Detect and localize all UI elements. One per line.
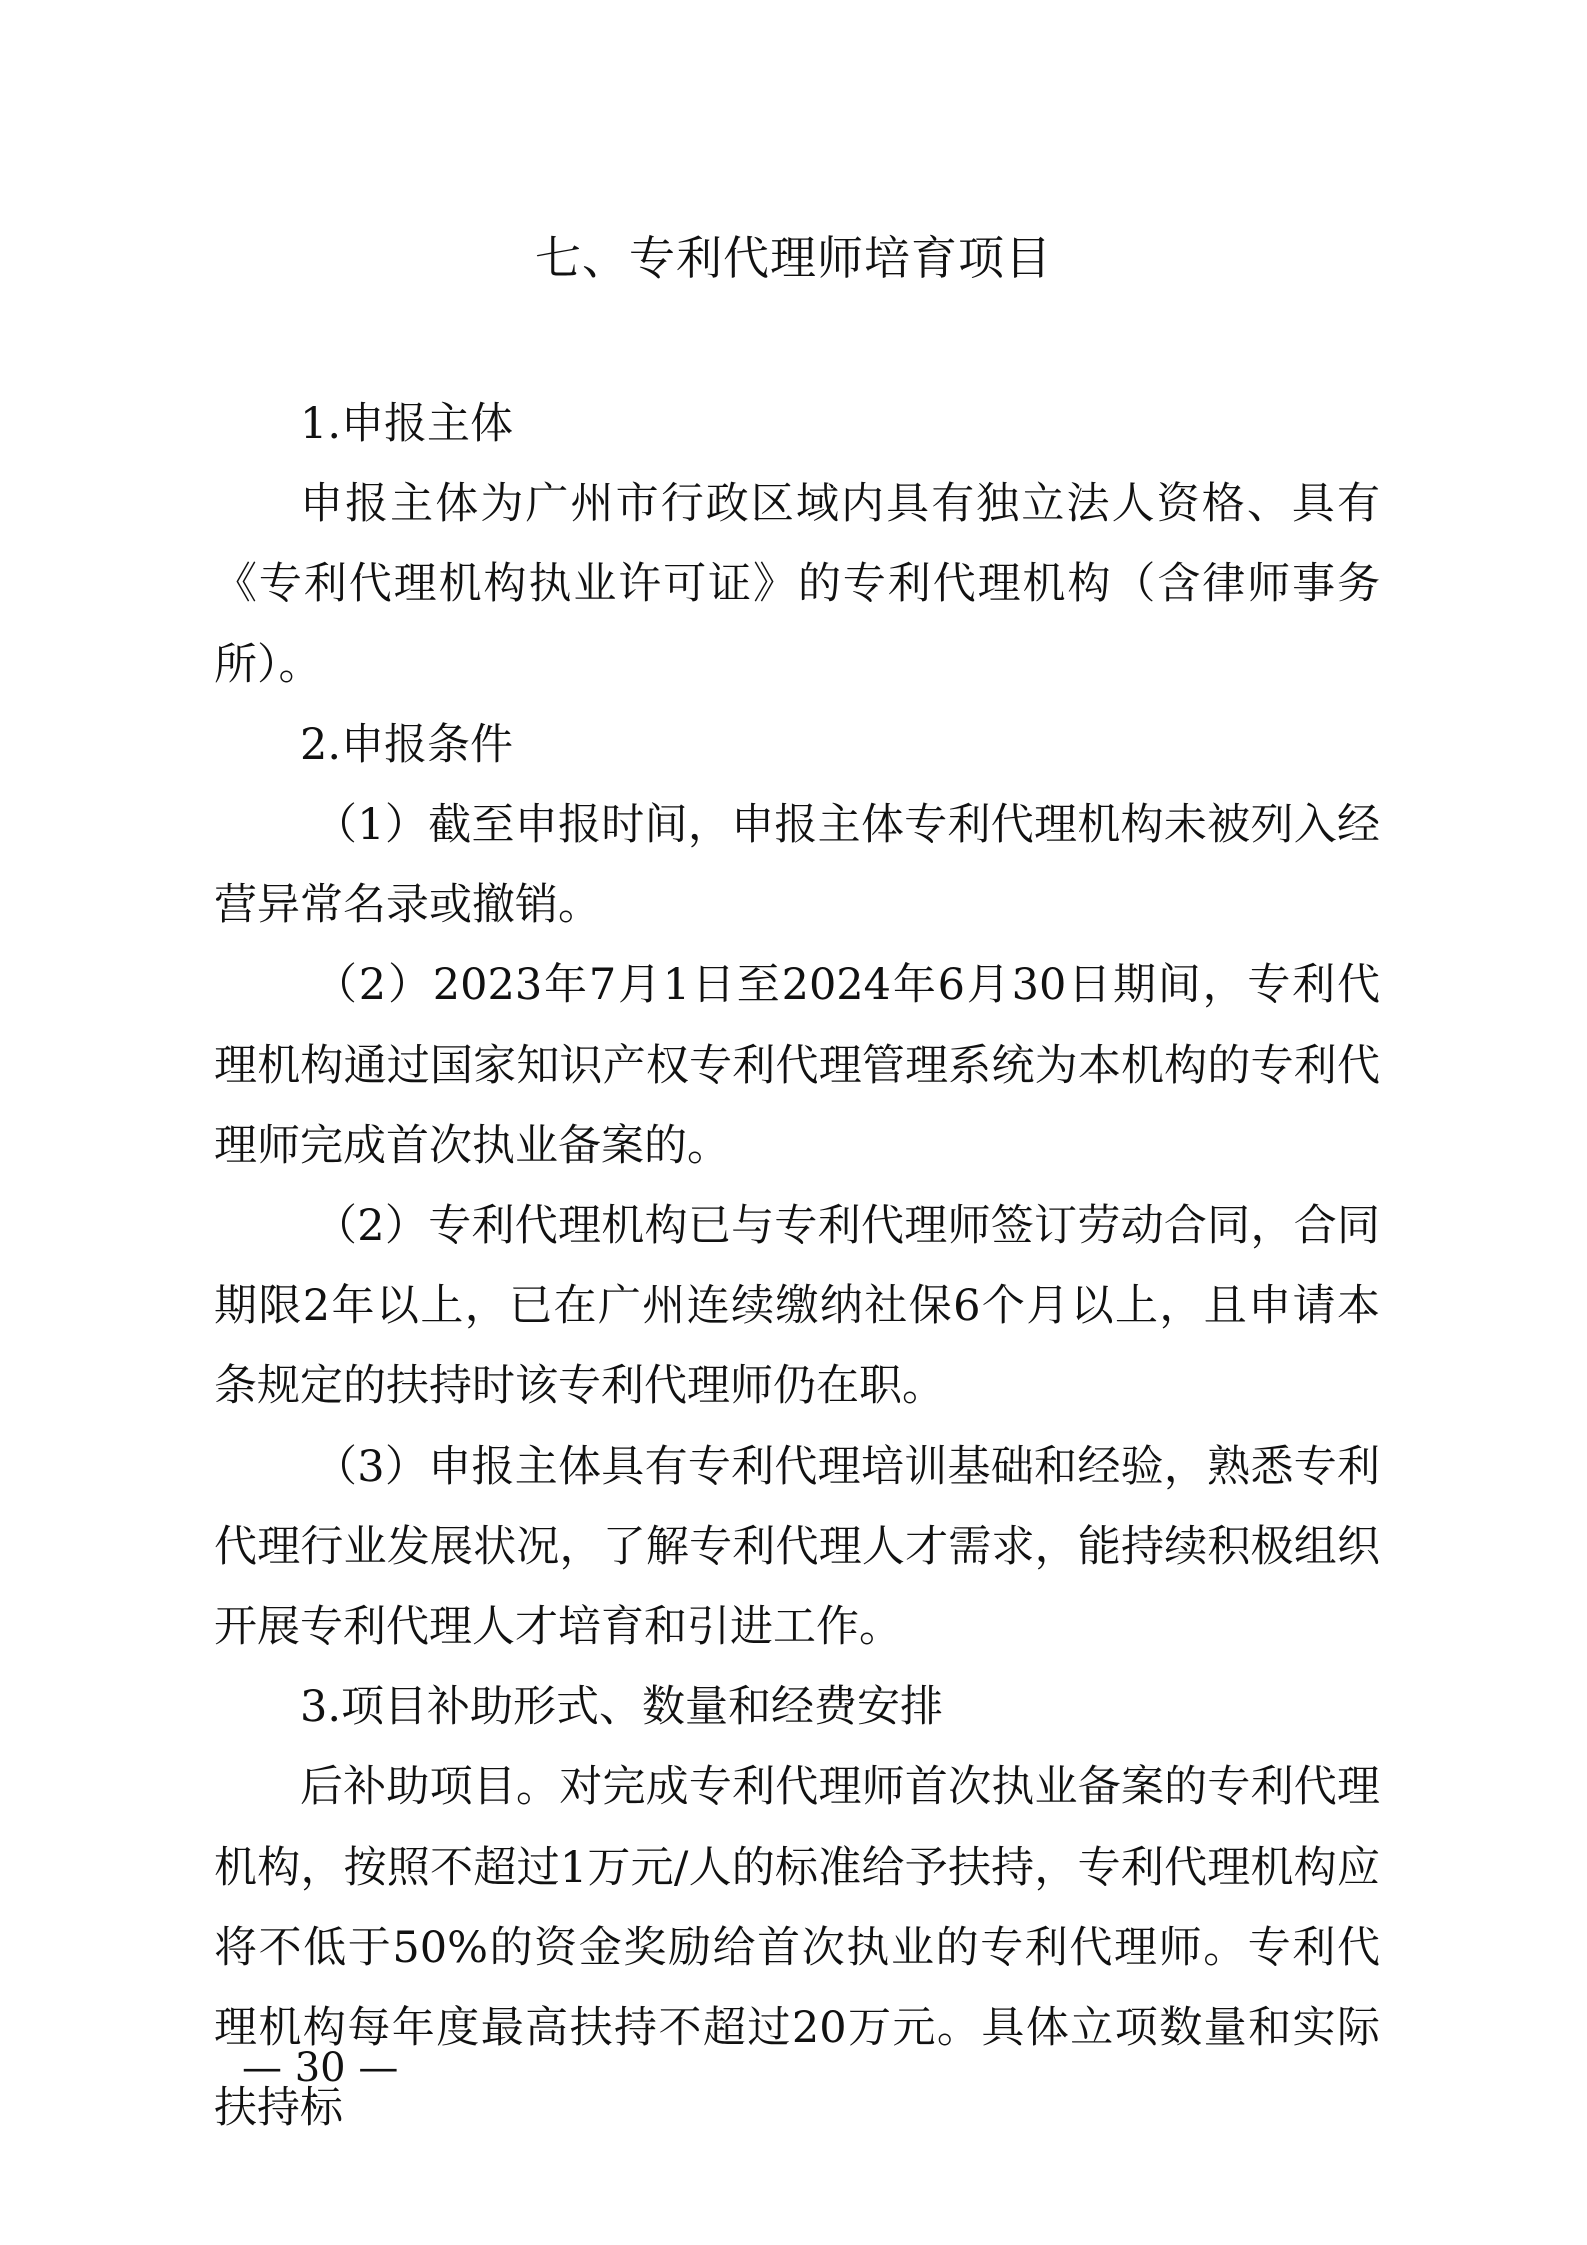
condition-item-2: （2）2023年7月1日至2024年6月30日期间，专利代理机构通过国家知识产权专利代理管理系统为本机构的专利代理师完成首次执业备案的。 <box>214 960 1380 1171</box>
paragraph-subsidy: 后补助项目。对完成专利代理师首次执业备案的专利代理机构，按照不超过1万元/人的标准给予扶持，专利代理机构应将不低于50%的资金奖励给首次执业的专利代理师。专利代理机构每年度最高扶持不超过20万元。具体立项数量和实际扶持标 <box>214 1762 1380 2134</box>
condition-item-3: （2）专利代理机构已与专利代理师签订劳动合同，合同期限2年以上，已在广州连续缴纳社保6个月以上，且申请本条规定的扶持时该专利代理师仍在职。 <box>214 1201 1380 1412</box>
heading-applicant: 1.申报主体 <box>300 399 514 449</box>
condition-item-4: （3）申报主体具有专利代理培训基础和经验，熟悉专利代理行业发展状况，了解专利代理人才需求，能持续积极组织开展专利代理人才培育和引进工作。 <box>214 1441 1380 1653</box>
section-title: 七、专利代理师培育项目 <box>535 231 1052 285</box>
heading-conditions: 2.申报条件 <box>300 719 514 770</box>
condition-item-1: （1）截至申报时间，申报主体专利代理机构未被列入经营异常名录或撤销。 <box>214 800 1380 931</box>
document-body <box>214 384 1380 2148</box>
heading-subsidy: 3.项目补助形式、数量和经费安排 <box>300 1682 944 1733</box>
page-number: — 30 — <box>242 2045 399 2091</box>
paragraph-applicant: 申报主体为广州市行政区域内具有独立法人资格、具有《专利代理机构执业许可证》的专利代理机构（含律师事务所）。 <box>214 479 1380 690</box>
